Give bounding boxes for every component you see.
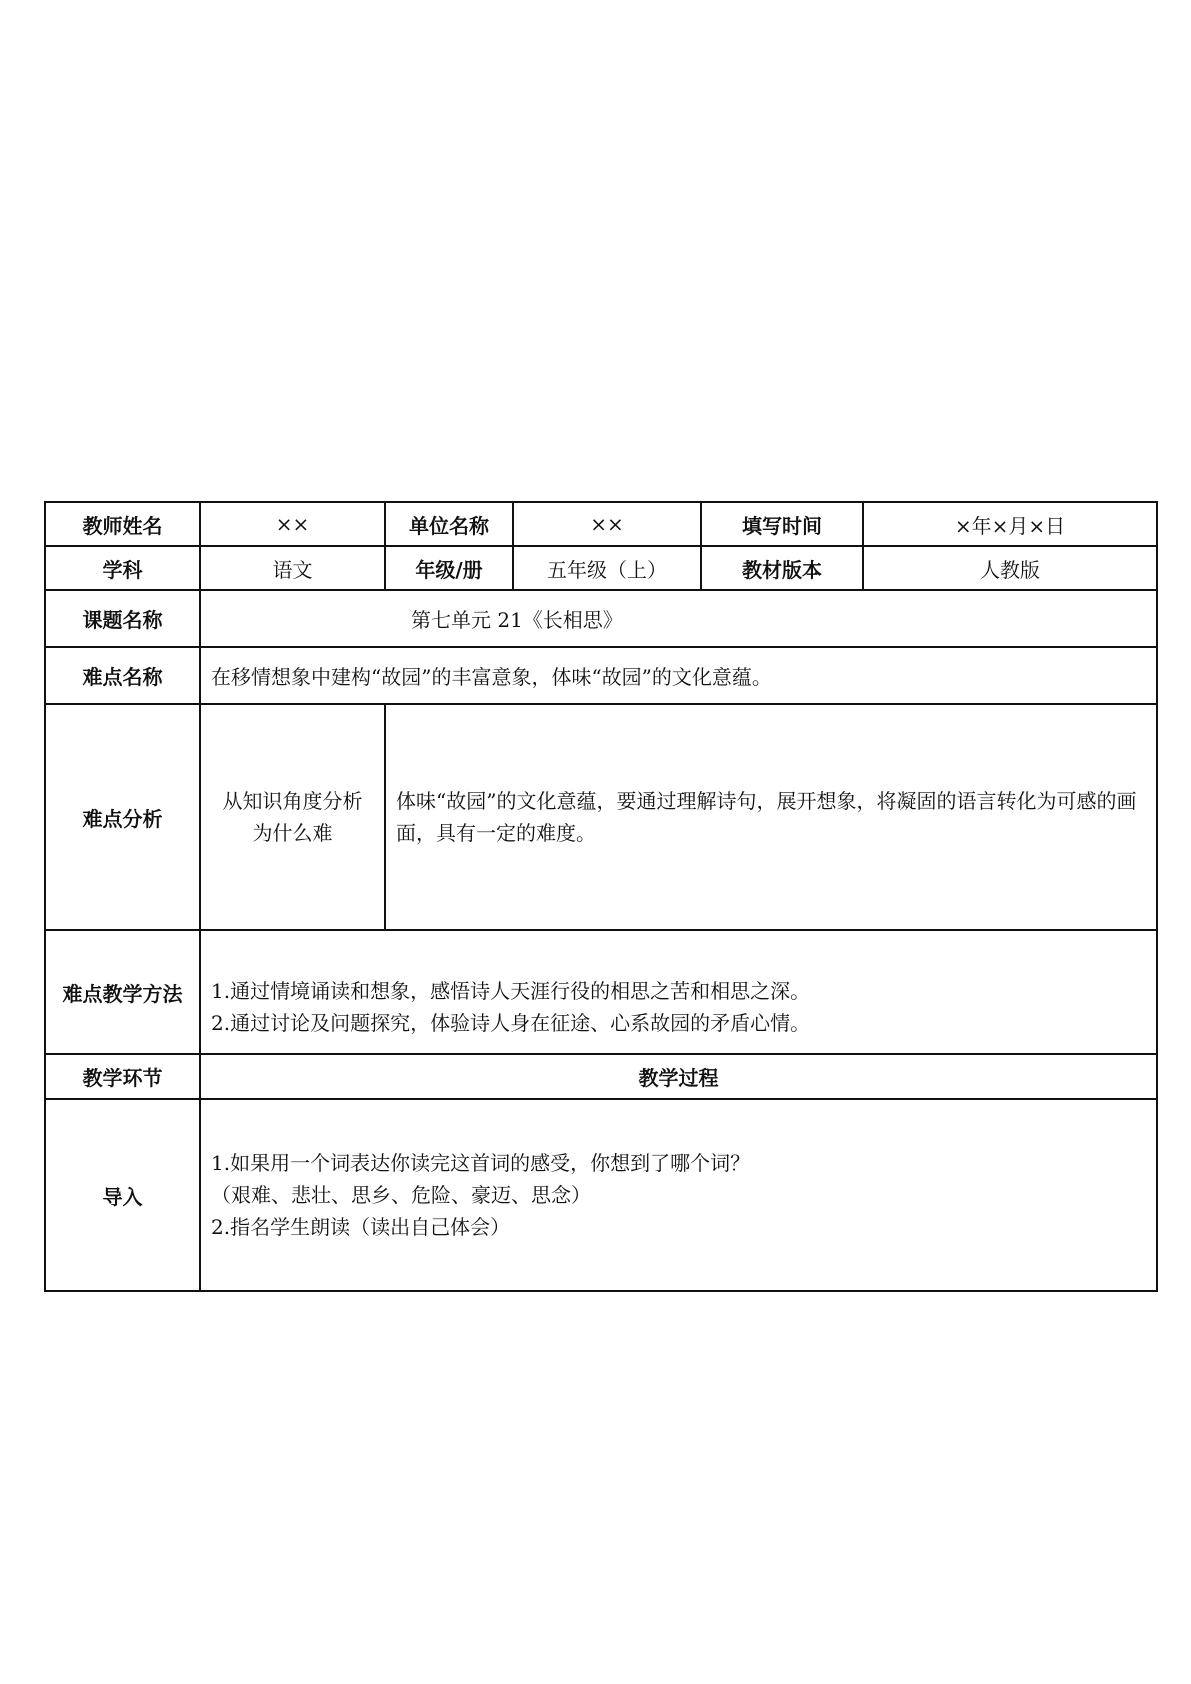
intro-label: 导入 bbox=[45, 1099, 200, 1291]
fill-date-value: ×年×月×日 bbox=[863, 502, 1157, 546]
topic-label: 课题名称 bbox=[45, 590, 200, 647]
subject-label: 学科 bbox=[45, 546, 200, 590]
teacher-name-value: ×× bbox=[200, 502, 385, 546]
table-row bbox=[45, 502, 1157, 546]
unit-name-value: ×× bbox=[513, 502, 701, 546]
table-row bbox=[45, 590, 1157, 647]
analysis-sub-label bbox=[200, 704, 385, 930]
table-row bbox=[45, 1099, 1157, 1291]
intro-content bbox=[200, 1099, 1157, 1291]
grade-label: 年级/册 bbox=[385, 546, 513, 590]
table-row bbox=[45, 930, 1157, 1054]
grade-value: 五年级（上） bbox=[513, 546, 701, 590]
lesson-plan-table bbox=[44, 501, 1158, 1292]
method-label: 难点教学方法 bbox=[45, 930, 200, 1054]
edition-label: 教材版本 bbox=[701, 546, 863, 590]
analysis-sub-label-line1: 从知识角度分析 bbox=[222, 789, 363, 813]
subject-value: 语文 bbox=[200, 546, 385, 590]
analysis-value: 体味“故园”的文化意蕴，要通过理解诗句，展开想象，将凝固的语言转化为可感的画面，具有一定的难度。 bbox=[385, 704, 1157, 930]
edition-value: 人教版 bbox=[863, 546, 1157, 590]
analysis-sub-label-line2: 为什么难 bbox=[252, 821, 333, 845]
difficulty-value: 在移情想象中建构“故园”的丰富意象，体味“故园”的文化意蕴。 bbox=[200, 647, 1157, 704]
intro-line-2: （艰难、悲壮、思乡、危险、豪迈、思念） bbox=[211, 1183, 591, 1207]
method-line-2: 2.通过讨论及问题探究，体验诗人身在征途、心系故园的矛盾心情。 bbox=[211, 1011, 811, 1035]
process-header: 教学过程 bbox=[200, 1054, 1157, 1099]
analysis-label: 难点分析 bbox=[45, 704, 200, 930]
topic-value: 第七单元 21《长相思》 bbox=[200, 590, 1157, 647]
method-value bbox=[200, 930, 1157, 1054]
difficulty-label: 难点名称 bbox=[45, 647, 200, 704]
unit-name-label: 单位名称 bbox=[385, 502, 513, 546]
intro-line-1: 1.如果用一个词表达你读完这首词的感受，你想到了哪个词？ bbox=[211, 1151, 751, 1175]
intro-line-3: 2.指名学生朗读（读出自己体会） bbox=[211, 1215, 511, 1239]
table-row bbox=[45, 546, 1157, 590]
table-row bbox=[45, 704, 1157, 930]
fill-date-label: 填写时间 bbox=[701, 502, 863, 546]
stage-header: 教学环节 bbox=[45, 1054, 200, 1099]
method-line-1: 1.通过情境诵读和想象，感悟诗人天涯行役的相思之苦和相思之深。 bbox=[211, 979, 811, 1003]
table-row bbox=[45, 647, 1157, 704]
table-row bbox=[45, 1054, 1157, 1099]
teacher-name-label: 教师姓名 bbox=[45, 502, 200, 546]
